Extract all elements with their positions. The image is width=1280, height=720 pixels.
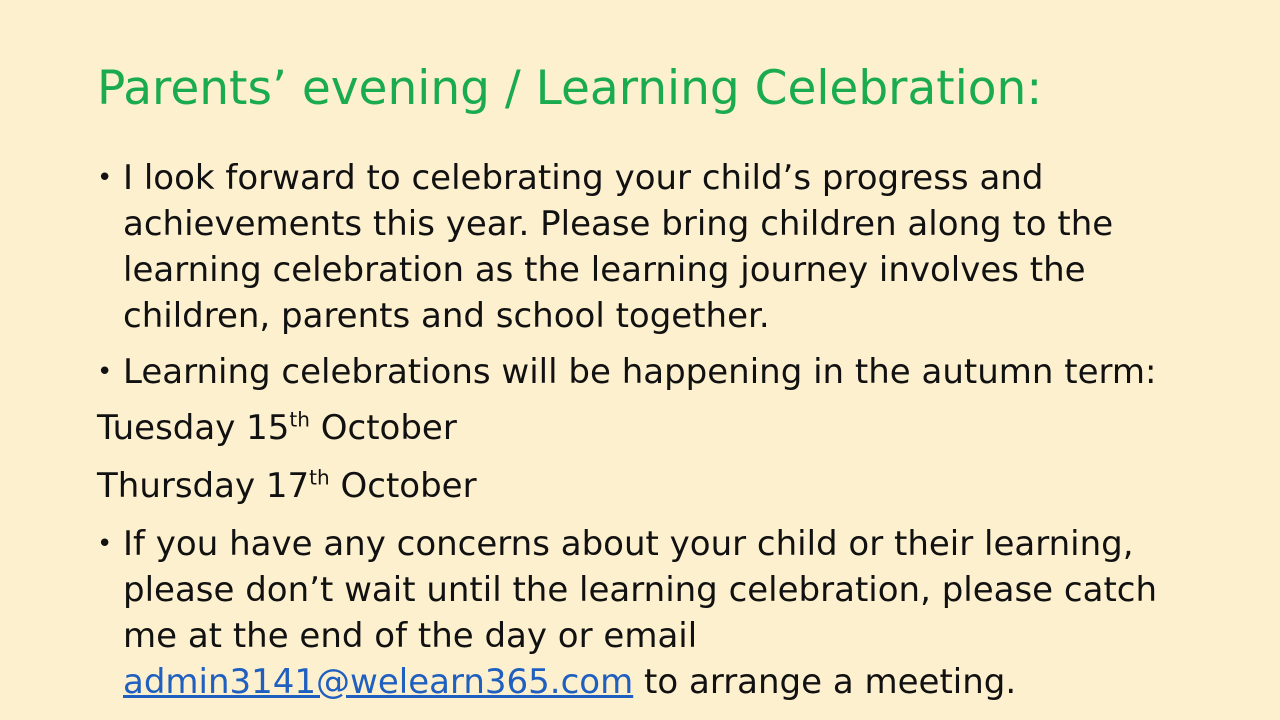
bullet-icon: • <box>97 529 113 559</box>
bullet-text-celebrations: Learning celebrations will be happening in the autumn term: <box>123 352 1157 392</box>
bullet-icon: • <box>97 357 113 387</box>
concerns-text-before-link: If you have any concerns about your child or their learning, please don’t wait until the learning celebration, please catch me at the end of the day or email <box>123 524 1158 656</box>
slide-body <box>97 155 1207 715</box>
date-tuesday <box>97 405 1207 451</box>
date-thursday <box>97 463 1207 509</box>
date-tuesday-prefix: Tuesday 15 <box>97 408 290 448</box>
bullet-item-celebrations <box>97 349 1207 395</box>
date-tuesday-month: October <box>309 408 457 448</box>
slide-title: Parents’ evening / Learning Celebration: <box>97 61 1043 116</box>
date-thursday-month: October <box>329 466 477 506</box>
bullet-item-progress <box>97 155 1207 339</box>
date-thursday-suffix: th <box>309 465 330 490</box>
bullet-icon: • <box>97 163 113 193</box>
email-link[interactable]: admin3141@welearn365.com <box>123 662 634 702</box>
bullet-text-concerns <box>123 521 1207 705</box>
bullet-text-progress: I look forward to celebrating your child’s progress and achievements this year. Please bring children along to the learning celebration as the learning journey involves the children, parents and school together. <box>123 158 1114 336</box>
date-tuesday-suffix: th <box>289 407 310 432</box>
bullet-item-concerns <box>97 521 1207 705</box>
concerns-text-after-link: to arrange a meeting. <box>633 662 1017 702</box>
date-thursday-prefix: Thursday 17 <box>97 466 310 506</box>
